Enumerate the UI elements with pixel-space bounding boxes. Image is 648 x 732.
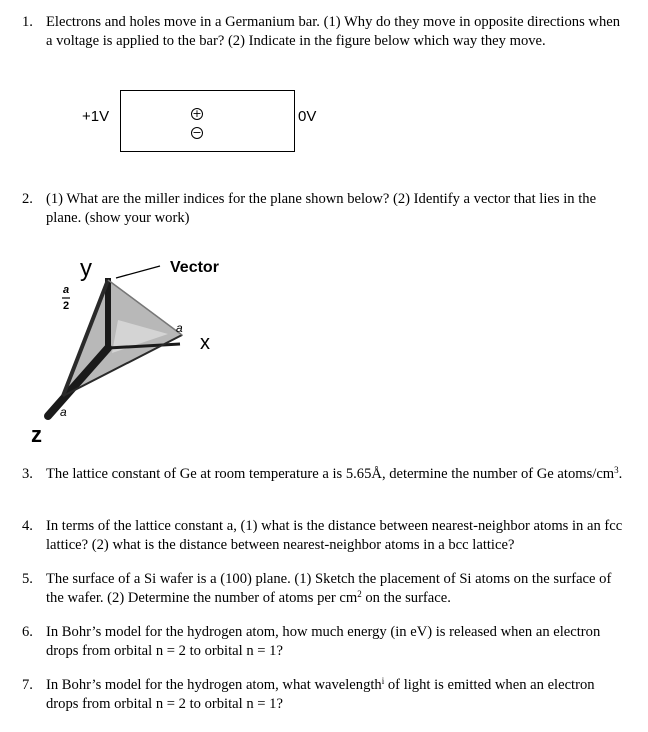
question-text-part: The lattice constant of Ge at room temperature a is 5.65Å, determine the number of Ge atoms/cm xyxy=(46,466,615,482)
hole-symbol xyxy=(191,108,203,120)
superscript: 2 xyxy=(357,589,362,599)
question-text xyxy=(46,623,628,661)
question-text-part: . xyxy=(618,466,623,482)
hole-sign: + xyxy=(192,107,202,120)
germanium-bar-figure xyxy=(74,88,334,156)
question-number: 6. xyxy=(22,624,33,640)
question-text-part: In Bohr’s model for the hydrogen atom, what wavelength xyxy=(46,677,382,693)
positive-voltage-label: +1V xyxy=(82,108,110,125)
question-text-part: The surface of a Si wafer is a (100) plane. (1) Sketch the placement of Si atoms on the surface of the wafer. (2) Determine the number of atoms per cm xyxy=(46,571,612,606)
ground-voltage-label: 0V xyxy=(298,108,317,125)
y-intercept-numerator: a xyxy=(63,284,70,296)
question-number: 3. xyxy=(22,466,33,482)
question-text-part: (1) What are the miller indices for the plane shown below? (2) Identify a vector that lies in the plane. (show your work) xyxy=(46,191,597,226)
question-number: 2. xyxy=(22,191,33,207)
z-intercept-label: a xyxy=(60,405,67,419)
question-text xyxy=(46,465,628,484)
x-intercept-label: a xyxy=(176,321,183,335)
question-text xyxy=(46,13,628,51)
question-number: 7. xyxy=(22,677,33,693)
footnote-marker: i xyxy=(381,676,385,686)
y-axis-label: y xyxy=(80,255,92,282)
question-text xyxy=(46,190,628,228)
electron-sign: − xyxy=(192,126,202,139)
question-text-part: In terms of the lattice constant a, (1) what is the distance between nearest-neighbor atoms in an fcc lattice? (2) what is the distance between nearest-neighbor atoms in a bcc lattice? xyxy=(46,518,623,553)
question-text xyxy=(46,570,628,608)
vector-pointer xyxy=(116,266,160,278)
miller-plane-figure xyxy=(20,248,270,448)
question-text-part: on the surface. xyxy=(361,590,451,606)
x-axis-label: x xyxy=(200,332,210,354)
question-number: 4. xyxy=(22,518,33,534)
question-number: 5. xyxy=(22,571,33,587)
z-axis-label: z xyxy=(31,422,42,447)
question-text xyxy=(46,676,628,714)
vector-label: Vector xyxy=(170,259,219,276)
question-number: 1. xyxy=(22,14,33,30)
question-text xyxy=(46,517,628,555)
electron-symbol xyxy=(191,127,203,139)
superscript: 3 xyxy=(614,465,619,475)
question-text-part: In Bohr’s model for the hydrogen atom, how much energy (in eV) is released when an electron drops from orbital n = 2 to orbital n = 1? xyxy=(46,624,601,659)
germanium-bar xyxy=(120,90,295,152)
question-text-part: Electrons and holes move in a Germanium bar. (1) Why do they move in opposite directions when a voltage is applied to the bar? (2) Indicate in the figure below which way they move. xyxy=(46,14,621,49)
question-text-part: of light is emitted when an electron drops from orbital n = 2 to orbital n = 1? xyxy=(46,677,595,712)
y-intercept-denominator: 2 xyxy=(63,300,70,312)
